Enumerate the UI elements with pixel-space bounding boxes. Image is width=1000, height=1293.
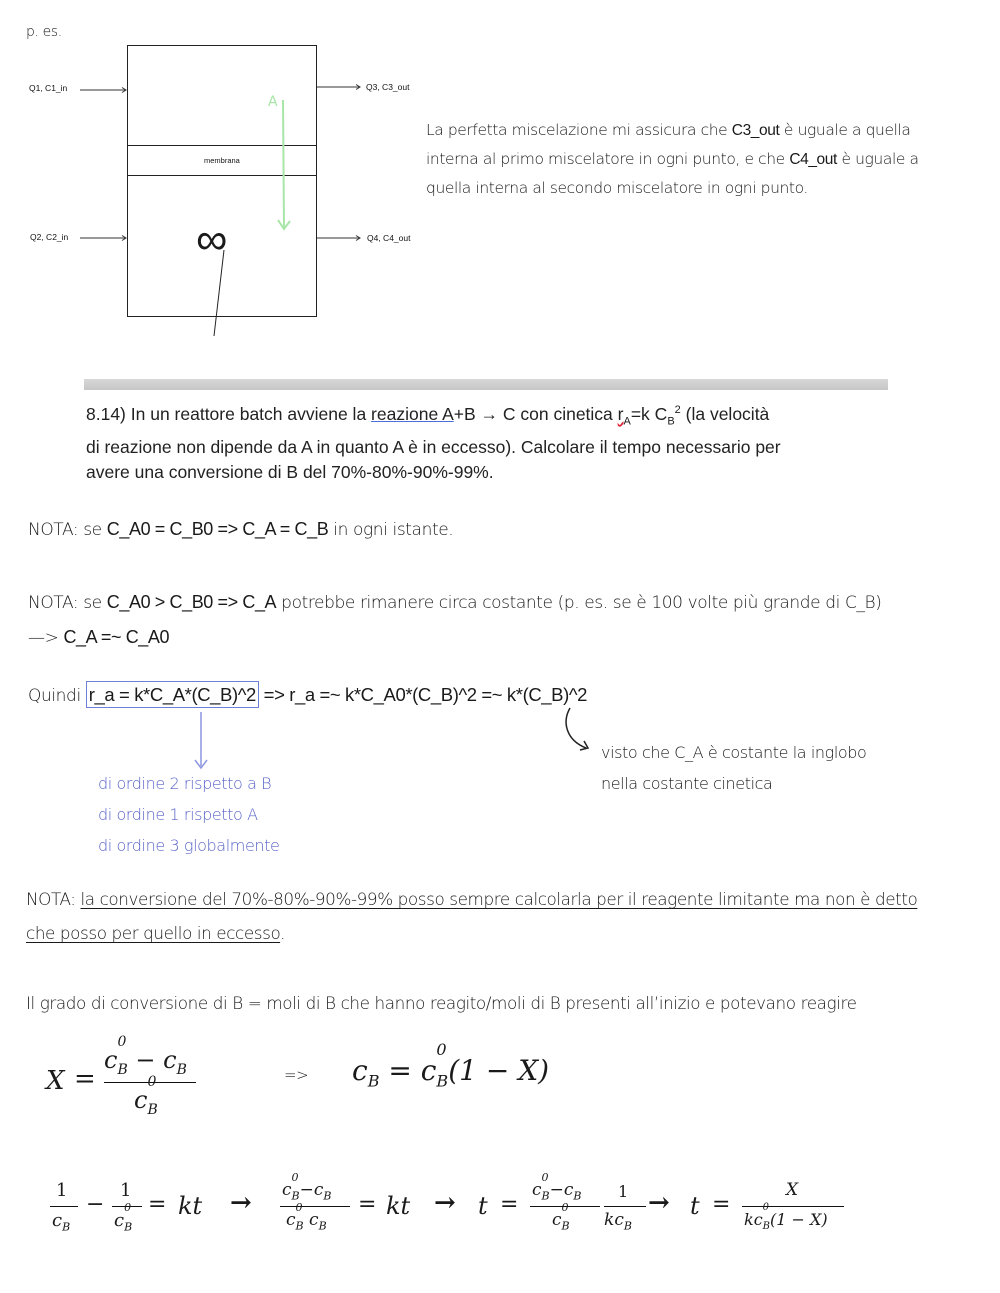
constant-note: visto che C_A è costante la inglobo nella costante cinetica [601,743,867,793]
reactor-box [128,46,317,317]
order-b: di ordine 2 rispetto a B [98,774,272,793]
conversion-formula: X = $c_B$ 0 − $c_B$ $c_B$ 0 [46,1048,216,1128]
problem-header-bar [84,379,888,390]
diffusion-arrow [283,100,284,228]
conversion-definition: Il grado di conversione di B = moli di B che hanno reagito/moli di B presenti all’inizio e potevano reagire [26,993,857,1013]
problem-line-3: avere una conversione di B del 70%-80%-90%-99%. [86,462,494,483]
outlet1-label: Q3, C3_out [366,82,410,92]
implies-arrow: => [284,1066,309,1084]
concentration-formula: $c_B = c_B$ 0 (1 − X) [352,1040,550,1091]
quindi-line: Quindi r_a = k*C_A*(C_B)^2 => r_a =~ k*C_A0*(C_B)^2 =~ k*(C_B)^2 [28,680,587,711]
c4-out: C4_out [789,151,837,168]
mixing-text-3: è uguale a quella interna al secondo miscelatore in ogni punto. [426,150,919,197]
nota-2: NOTA: se C_A0 > C_B0 => C_A potrebbe rimanere circa costante (p. es. se è 100 volte più grande di C_B) —> C_A =~ C_A0 [28,592,882,648]
c3-out: C3_out [731,122,780,139]
membrane-label: membrana [204,156,240,165]
species-a-label: A [268,94,278,110]
problem-statement [86,398,906,486]
problem-line-2: di reazione non dipende da A in quanto A è in eccesso). Calcolare il tempo necessario per [86,436,781,457]
order-global: di ordine 3 globalmente [98,836,280,855]
outlet2-label: Q4, C4_out [367,233,411,243]
stirrer-infinity-icon: ∞ [196,214,228,265]
mixing-text-2: è uguale a quella interna al primo miscelatore in ogni punto, e che [426,121,911,168]
inlet1-label: Q1, C1_in [29,83,68,93]
reaction-orders [98,768,279,861]
order-arrow [190,710,214,774]
time-derivation: 1 $c_B$ − 1 $c_B$ 0 = kt → $c_B$ 0 $-c_B$ $c_B$ 0 $c_B$ = kt → t = $c_B$ 0 $-c_B$ $c_B$ 0 1 $kc_B$ → t = X $kc_B$ 0 (1 − X) [50,1180,950,1250]
problem-line-1: 8.14) In un reattore batch avviene la reazione A+B → C con cinetica $r_A=k$ $C_B^2$ (la velocità [86,403,770,428]
mixing-explanation [426,116,936,203]
order-a: di ordine 1 rispetto A [98,805,258,824]
nota-1: NOTA: se C_A0 = C_B0 => C_A = C_B in ogni istante. [28,519,454,540]
numerator: $c_B$ 0 − $c_B$ [104,1034,187,1078]
nota-3: NOTA: la conversione del 70%-80%-90%-99% posso sempre calcolarla per il reagente limitante ma non è detto che posso per quello in eccesso. [26,889,918,943]
top-note: p. es. [26,24,62,40]
rate-law-box: r_a = k*C_A*(C_B)^2 [86,681,259,708]
mixing-text-1: La perfetta miscelazione mi assicura che [426,121,732,139]
constant-arrow [560,704,600,756]
denominator: $c_B$ 0 [134,1074,158,1118]
reaction-link: reazione A [371,403,454,424]
inlet2-label: Q2, C2_in [30,232,69,242]
